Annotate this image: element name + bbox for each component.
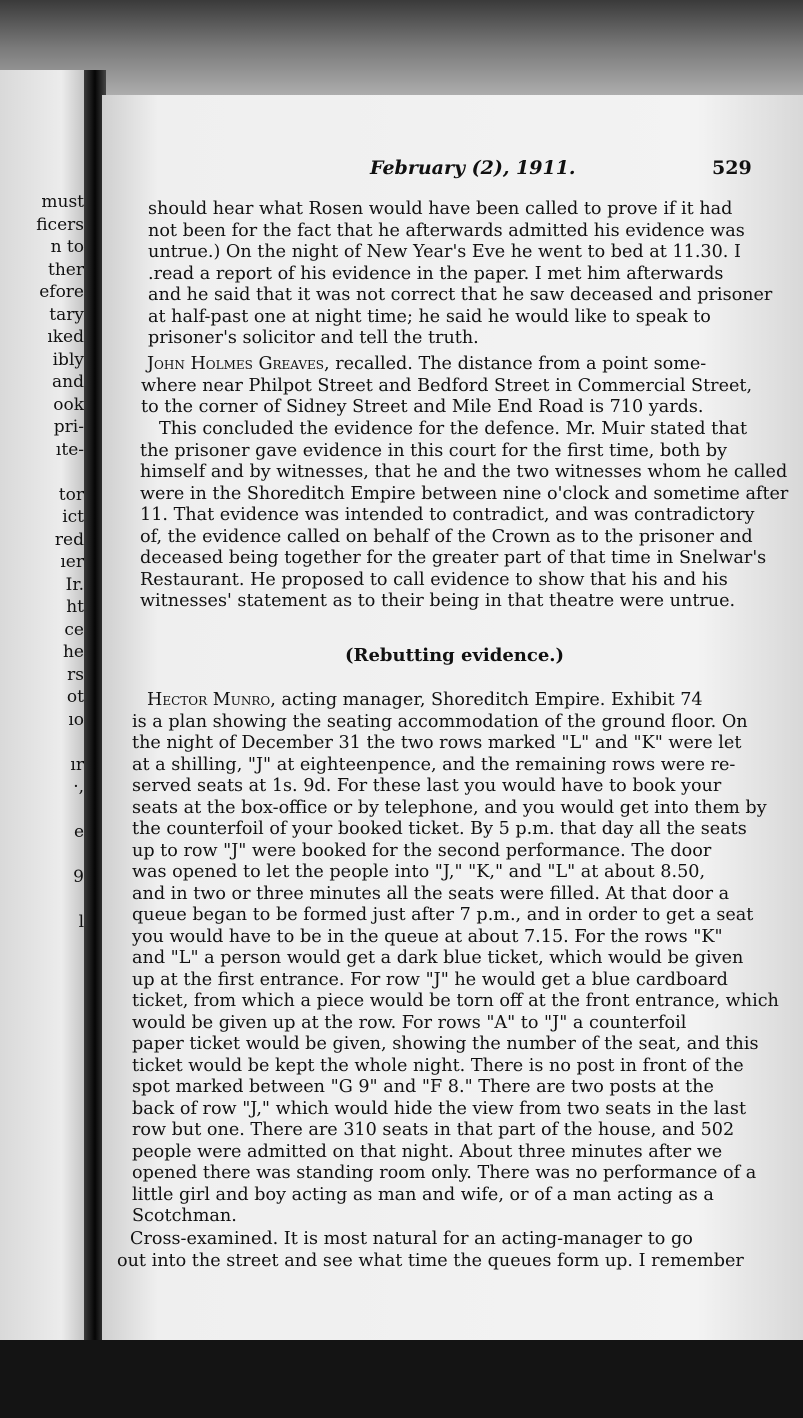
text-line: ticket, from which a piece would be torn off at the front entrance, which: [132, 991, 779, 1011]
text-line: of, the evidence called on behalf of the Crown as to the prisoner and: [140, 526, 753, 547]
left-page-line: ther: [48, 259, 84, 280]
text-line: paper ticket would be given, showing the number of the seat, and this: [132, 1034, 759, 1054]
left-page-line: ict: [62, 507, 84, 527]
witness-name: John Holmes Greaves: [147, 354, 325, 374]
left-page-line: he: [62, 642, 84, 662]
text-line: deceased being together for the greater part of that time in Snelwar's: [140, 548, 767, 568]
left-page-line: 9: [73, 867, 84, 887]
text-line: the counterfoil of your booked ticket. By 5 p.m. that day all the seats: [132, 819, 747, 839]
text-line: and "L" a person would get a dark blue ticket, which would be given: [132, 948, 744, 968]
text-line: himself and by witnesses, that he and the two witnesses whom he called: [140, 462, 788, 482]
text-line: .read a report of his evidence in the paper. I met him afterwards: [148, 263, 724, 284]
running-header: February (2), 1911.: [370, 157, 576, 179]
text-line: little girl and boy acting as man and wife, or of a man acting as a: [132, 1184, 714, 1205]
text-line: seats at the box-office or by telephone, and you would get into them by: [132, 797, 767, 818]
left-page-line: ıte-: [55, 439, 84, 460]
left-page-line: ır: [70, 754, 84, 775]
text-line: not been for the fact that he afterwards admitted his evidence was: [148, 220, 745, 241]
text-line: row but one. There are 310 seats in that part of the house, and 502: [132, 1120, 735, 1140]
left-page-line: pri-: [53, 417, 84, 437]
left-page-line: ht: [66, 597, 84, 617]
text-line: should hear what Rosen would have been called to prove if it had: [148, 199, 733, 219]
left-page-line: ·,: [73, 777, 84, 797]
bottom-shadow: [0, 1340, 803, 1418]
left-page-line: n to: [50, 237, 84, 257]
text-line: [147, 689, 703, 711]
text-line: witnesses' statement as to their being in that theatre were untrue.: [140, 591, 736, 611]
text-line: prisoner's solicitor and tell the truth.: [148, 328, 479, 348]
text-line: Scotchman.: [132, 1206, 237, 1226]
left-page-fragment: [0, 70, 88, 1340]
text-line: was opened to let the people into "J," "K," and "L" at about 8.50,: [132, 862, 706, 882]
left-page-line: red: [54, 529, 84, 550]
left-page-line: ibly: [52, 349, 84, 370]
left-page-line: ıer: [60, 552, 84, 572]
section-heading: (Rebutting evidence.): [345, 645, 565, 666]
text-line: opened there was standing room only. There was no performance of a: [132, 1163, 757, 1183]
text-line: up at the first entrance. For row "J" he would get a blue cardboard: [132, 969, 728, 990]
page-number: 529: [712, 157, 752, 179]
witness-name: Hector Munro: [147, 690, 271, 710]
text-line: queue began to be formed just after 7 p.m., and in order to get a seat: [132, 905, 754, 925]
left-page-line: ot: [66, 687, 84, 707]
text-line: back of row "J," which would hide the view from two seats in the last: [132, 1098, 747, 1119]
text-line: served seats at 1s. 9d. For these last you would have to book your: [132, 776, 722, 796]
text-line: out into the street and see what time the queues form up. I remember: [117, 1250, 744, 1271]
text-line: were in the Shoreditch Empire between nine o'clock and sometime after: [140, 483, 789, 504]
text-line: to the corner of Sidney Street and Mile End Road is 710 yards.: [141, 397, 704, 417]
text-line: [147, 353, 706, 375]
text-line: and in two or three minutes all the seats were filled. At that door a: [132, 883, 730, 904]
left-page-line: e: [73, 822, 84, 842]
text-line: untrue.) On the night of New Year's Eve he went to bed at 11.30. I: [148, 242, 741, 262]
line-text: , recalled. The distance from a point some-: [324, 354, 707, 374]
left-page-line: ıked: [47, 327, 84, 347]
left-page-line: ce: [64, 619, 84, 640]
text-line: people were admitted on that night. About three minutes after we: [132, 1141, 723, 1162]
text-line: you would have to be in the queue at about 7.15. For the rows "K": [132, 926, 723, 947]
left-page-line: ficers: [36, 214, 84, 235]
text-line: 11. That evidence was intended to contradict, and was contradictory: [140, 505, 755, 525]
text-line: Cross-examined. It is most natural for an acting-manager to go: [130, 1229, 693, 1249]
left-page-line: tary: [49, 304, 84, 325]
left-page-line: efore: [39, 282, 84, 302]
left-page-line: must: [41, 192, 84, 212]
left-page-line: rs: [67, 664, 84, 685]
line-text: , acting manager, Shoreditch Empire. Exhibit 74: [270, 690, 703, 710]
text-line: at half-past one at night time; he said he would like to speak to: [148, 306, 711, 327]
left-page-line: and: [52, 372, 84, 392]
text-line: This concluded the evidence for the defence. Mr. Muir stated that: [159, 419, 748, 439]
left-page-line: Ir.: [65, 574, 84, 595]
left-page-line: ook: [53, 394, 84, 415]
left-page-line: tor: [58, 484, 84, 505]
text-line: is a plan showing the seating accommodation of the ground floor. On: [132, 711, 748, 732]
text-line: ticket would be kept the whole night. There is no post in front of the: [132, 1055, 744, 1076]
left-page-line: l: [78, 912, 84, 932]
text-line: the prisoner gave evidence in this court for the first time, both by: [140, 440, 728, 461]
text-line: up to row "J" were booked for the second performance. The door: [132, 840, 712, 861]
text-line: where near Philpot Street and Bedford Street in Commercial Street,: [141, 375, 753, 396]
text-line: the night of December 31 the two rows marked "L" and "K" were let: [132, 733, 742, 753]
left-page-line: ıo: [68, 709, 84, 730]
text-line: would be given up at the row. For rows "A" to "J" a counterfoil: [132, 1012, 687, 1033]
text-line: Restaurant. He proposed to call evidence to show that his and his: [140, 569, 728, 590]
text-line: and he said that it was not correct that he saw deceased and prisoner: [148, 285, 773, 305]
text-line: at a shilling, "J" at eighteenpence, and the remaining rows were re-: [132, 754, 736, 775]
text-line: spot marked between "G 9" and "F 8." There are two posts at the: [132, 1077, 714, 1097]
